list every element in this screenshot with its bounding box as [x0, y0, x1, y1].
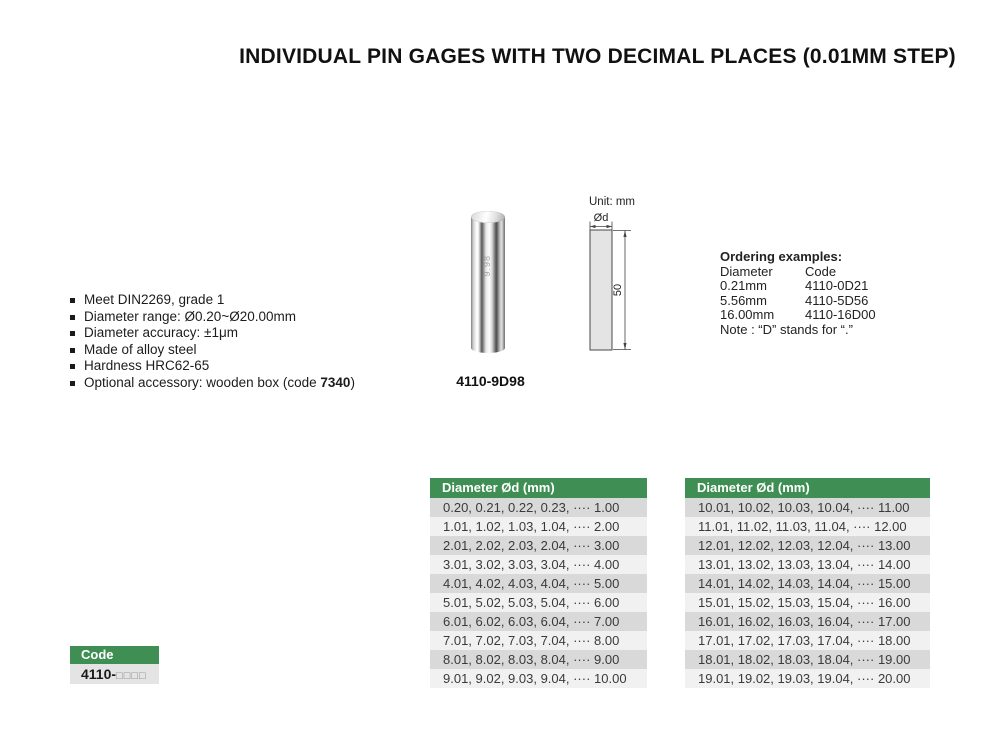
- table-row: 8.01, 8.02, 8.03, 8.04, ···· 9.00: [430, 650, 647, 669]
- ordering-col-code: Code: [805, 263, 837, 279]
- diameter-arrow-left: [590, 225, 596, 228]
- table-header: Diameter Ød (mm): [430, 478, 647, 498]
- table-row: 1.01, 1.02, 1.03, 1.04, ···· 2.00: [430, 517, 647, 536]
- table-row: 17.01, 17.02, 17.03, 17.04, ···· 18.00: [685, 631, 930, 650]
- ordering-col-diameter: Diameter: [720, 263, 773, 279]
- ordering-code: 4110-5D56: [805, 292, 869, 308]
- bullet-square-icon: [70, 331, 75, 336]
- feature-item: [68, 292, 355, 309]
- feature-item: [68, 309, 355, 326]
- table-row: 7.01, 7.02, 7.03, 7.04, ···· 8.00: [430, 631, 647, 650]
- table-row: 2.01, 2.02, 2.03, 2.04, ···· 3.00: [430, 536, 647, 555]
- table-row: 11.01, 11.02, 11.03, 11.04, ···· 12.00: [685, 517, 930, 536]
- diameter-table-right: [685, 478, 930, 688]
- feature-text: Diameter range: Ø0.20~Ø20.00mm: [84, 308, 296, 324]
- table-row: 13.01, 13.02, 13.03, 13.04, ···· 14.00: [685, 555, 930, 574]
- ordering-row: [720, 294, 876, 309]
- ordering-heading: Ordering examples:: [720, 249, 843, 264]
- feature-text: Hardness HRC62-65: [84, 358, 210, 373]
- pin-body: [471, 217, 505, 353]
- table-row: 14.01, 14.02, 14.03, 14.04, ···· 15.00: [685, 574, 930, 593]
- diameter-dim-label: Ød: [593, 212, 609, 224]
- feature-item: [68, 342, 355, 359]
- length-dim-label: 50: [612, 283, 624, 297]
- ordering-note: Note : “D” stands for “.”: [720, 321, 853, 337]
- feature-text: Meet DIN2269, grade 1: [84, 292, 225, 307]
- table-row: 5.01, 5.02, 5.03, 5.04, ···· 6.00: [430, 593, 647, 612]
- unit-label: Unit: mm: [589, 196, 635, 208]
- ordering-code: 4110-0D21: [805, 278, 869, 294]
- length-arrow-bottom: [623, 343, 626, 350]
- table-row: 16.01, 16.02, 16.03, 16.04, ···· 17.00: [685, 612, 930, 631]
- code-placeholder-boxes: □□□□: [116, 670, 147, 682]
- feature-item-optional-accessory: [68, 375, 355, 392]
- page-title: INDIVIDUAL PIN GAGES WITH TWO DECIMAL PLACES (0.01MM STEP): [239, 45, 956, 68]
- feature-item: [68, 358, 355, 375]
- feature-text: Made of alloy steel: [84, 341, 197, 357]
- diameter-arrow-right: [607, 225, 613, 228]
- ordering-diameter: 5.56mm: [720, 292, 767, 308]
- code-prefix: 4110-: [81, 666, 117, 682]
- table-row: 3.01, 3.02, 3.03, 3.04, ···· 4.00: [430, 555, 647, 574]
- feature-text: Diameter accuracy: ±1μm: [84, 325, 238, 340]
- code-box-value: [70, 664, 159, 684]
- table-header: Diameter Ød (mm): [685, 478, 930, 498]
- feature-list: [68, 292, 355, 391]
- feature-text: Optional accessory: wooden box (code 7340): [84, 374, 355, 390]
- ordering-diameter: 16.00mm: [720, 307, 775, 323]
- table-row: 10.01, 10.02, 10.03, 10.04, ···· 11.00: [685, 498, 930, 517]
- bullet-square-icon: [70, 364, 75, 369]
- ordering-code: 4110-16D00: [805, 307, 876, 323]
- table-row: 0.20, 0.21, 0.22, 0.23, ···· 1.00: [430, 498, 647, 517]
- pin-gage-photo: [471, 211, 505, 353]
- pin-profile-rect: [590, 230, 612, 350]
- pin-top-face: [471, 211, 505, 223]
- table-row: 4.01, 4.02, 4.03, 4.04, ···· 5.00: [430, 574, 647, 593]
- ordering-column-headers: [720, 265, 876, 280]
- ordering-diameter: 0.21mm: [720, 278, 767, 294]
- ordering-examples: [720, 250, 876, 338]
- table-row: 15.01, 15.02, 15.03, 15.04, ···· 16.00: [685, 593, 930, 612]
- table-row: 12.01, 12.02, 12.03, 12.04, ···· 13.00: [685, 536, 930, 555]
- code-box-header: Code: [70, 646, 159, 664]
- dimension-drawing: [580, 190, 650, 360]
- pin-etched-marking: 9.98: [482, 255, 492, 277]
- table-row: 18.01, 18.02, 18.03, 18.04, ···· 19.00: [685, 650, 930, 669]
- ordering-row: [720, 308, 876, 323]
- ordering-row: [720, 279, 876, 294]
- bullet-square-icon: [70, 315, 75, 320]
- table-row: 9.01, 9.02, 9.03, 9.04, ···· 10.00: [430, 669, 647, 688]
- diameter-table-left: [430, 478, 647, 688]
- bullet-square-icon: [70, 381, 75, 386]
- model-code-label: 4110-9D98: [456, 373, 525, 389]
- table-row: 6.01, 6.02, 6.03, 6.04, ···· 7.00: [430, 612, 647, 631]
- length-arrow-top: [623, 231, 626, 238]
- code-box: [70, 646, 159, 684]
- bullet-square-icon: [70, 348, 75, 353]
- bullet-square-icon: [70, 298, 75, 303]
- feature-item: [68, 325, 355, 342]
- table-row: 19.01, 19.02, 19.03, 19.04, ···· 20.00: [685, 669, 930, 688]
